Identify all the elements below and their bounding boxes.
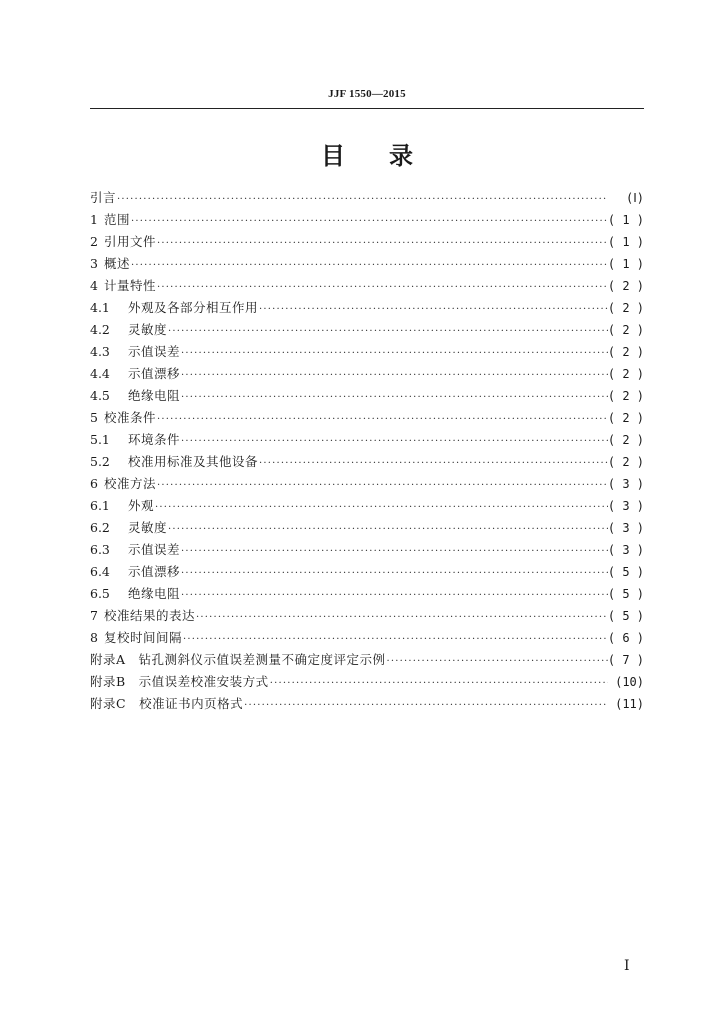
toc-entry-title: 环境条件 — [128, 432, 181, 447]
dot-leader — [180, 431, 608, 453]
toc-entry[interactable] — [90, 363, 644, 385]
toc-entry-page: ( 2 ) — [607, 367, 644, 381]
dot-leader — [258, 299, 608, 321]
toc-entry-page: ( 3 ) — [607, 543, 644, 557]
toc-entry-title: 附录B 示值误差校准安装方式 — [90, 674, 269, 689]
toc-entry-page: ( 1 ) — [607, 235, 644, 249]
toc-entry-title: 灵敏度 — [128, 520, 168, 535]
toc-entry-page: ( 6 ) — [607, 631, 644, 645]
dot-leader — [154, 497, 608, 519]
toc-entry[interactable] — [90, 187, 644, 209]
dot-leader — [195, 607, 608, 629]
toc-entry-number: 5 — [90, 410, 98, 425]
toc-entry-number: 1 — [90, 212, 98, 227]
table-of-contents — [90, 187, 644, 715]
toc-entry-number: 7 — [90, 608, 98, 623]
toc-entry-page: ( 2 ) — [607, 323, 644, 337]
toc-entry-page: ( 5 ) — [607, 587, 644, 601]
toc-entry-title: 示值误差 — [128, 344, 181, 359]
toc-entry[interactable] — [90, 561, 644, 583]
toc-entry-title: 概述 — [104, 256, 131, 271]
toc-entry[interactable] — [90, 341, 644, 363]
toc-entry-page: ( 5 ) — [607, 609, 644, 623]
toc-entry-title: 校准条件 — [104, 410, 157, 425]
toc-entry-number: 3 — [90, 256, 98, 271]
toc-entry-title: 附录A 钻孔测斜仪示值误差测量不确定度评定示例 — [90, 652, 386, 667]
toc-entry[interactable] — [90, 495, 644, 517]
toc-entry-number: 8 — [90, 630, 98, 645]
toc-entry-number: 4.5 — [90, 388, 110, 403]
dot-leader — [180, 343, 608, 365]
toc-entry-title: 计量特性 — [104, 278, 157, 293]
toc-entry[interactable] — [90, 209, 644, 231]
toc-entry[interactable] — [90, 407, 644, 429]
toc-entry-page: ( 2 ) — [607, 455, 644, 469]
toc-entry-page: (Ⅰ) — [626, 191, 644, 205]
toc-entry-page: ( 2 ) — [607, 279, 644, 293]
dot-leader — [180, 365, 608, 387]
toc-entry-title: 校准方法 — [104, 476, 157, 491]
dot-leader — [130, 211, 608, 233]
dot-leader — [167, 519, 608, 541]
toc-entry-page: ( 2 ) — [607, 433, 644, 447]
toc-entry-title: 绝缘电阻 — [128, 586, 181, 601]
dot-leader — [180, 387, 608, 409]
toc-entry-title: 校准结果的表达 — [104, 608, 196, 623]
toc-entry-number: 6 — [90, 476, 98, 491]
toc-entry-number: 4.3 — [90, 344, 110, 359]
toc-entry[interactable] — [90, 473, 644, 495]
toc-entry[interactable] — [90, 539, 644, 561]
toc-entry-page: ( 3 ) — [607, 499, 644, 513]
dot-leader — [156, 409, 608, 431]
dot-leader — [243, 695, 608, 717]
toc-entry-number: 6.1 — [90, 498, 110, 513]
toc-entry-title: 引用文件 — [104, 234, 157, 249]
toc-entry-number: 6.3 — [90, 542, 110, 557]
toc-entry[interactable] — [90, 429, 644, 451]
toc-entry[interactable] — [90, 671, 644, 693]
toc-entry-page: ( 1 ) — [607, 257, 644, 271]
dot-leader — [269, 673, 608, 695]
toc-entry-title: 外观及各部分相互作用 — [128, 300, 259, 315]
toc-entry-title: 复校时间间隔 — [104, 630, 183, 645]
toc-entry-page: (10) — [615, 675, 644, 689]
toc-entry-page: (11) — [615, 697, 644, 711]
toc-entry-number: 4.4 — [90, 366, 110, 381]
header-rule — [90, 108, 644, 109]
dot-leader — [180, 585, 608, 607]
toc-entry-title: 灵敏度 — [128, 322, 168, 337]
toc-entry-number: 4.1 — [90, 300, 110, 315]
toc-entry[interactable] — [90, 319, 644, 341]
dot-leader — [182, 629, 608, 651]
dot-leader — [258, 453, 608, 475]
dot-leader — [130, 255, 608, 277]
dot-leader — [180, 563, 608, 585]
toc-entry-page: ( 5 ) — [607, 565, 644, 579]
toc-entry[interactable] — [90, 517, 644, 539]
toc-entry-page: ( 2 ) — [607, 411, 644, 425]
page-number: Ⅰ — [624, 959, 630, 974]
dot-leader — [156, 475, 608, 497]
toc-entry-number: 6.4 — [90, 564, 110, 579]
toc-entry[interactable] — [90, 627, 644, 649]
toc-entry-title: 示值漂移 — [128, 564, 181, 579]
toc-entry-title: 外观 — [128, 498, 155, 513]
toc-entry-number: 2 — [90, 234, 98, 249]
toc-entry-page: ( 2 ) — [607, 301, 644, 315]
toc-entry-number: 6.2 — [90, 520, 110, 535]
toc-entry[interactable] — [90, 385, 644, 407]
page-title: 目录 — [321, 142, 457, 170]
toc-entry-title: 示值漂移 — [128, 366, 181, 381]
toc-entry-number: 5.1 — [90, 432, 110, 447]
toc-entry[interactable] — [90, 451, 644, 473]
toc-entry-page: ( 1 ) — [607, 213, 644, 227]
toc-entry-number: 4 — [90, 278, 98, 293]
dot-leader — [116, 189, 608, 211]
toc-entry-number: 6.5 — [90, 586, 110, 601]
toc-entry[interactable] — [90, 583, 644, 605]
toc-entry[interactable] — [90, 605, 644, 627]
toc-entry-page: ( 3 ) — [607, 521, 644, 535]
dot-leader — [386, 651, 608, 673]
standard-code-header: JJF 1550—2015 — [328, 88, 406, 100]
toc-entry-title: 范围 — [104, 212, 131, 227]
toc-entry-page: ( 3 ) — [607, 477, 644, 491]
dot-leader — [156, 233, 608, 255]
toc-entry-title: 绝缘电阻 — [128, 388, 181, 403]
toc-entry-title: 示值误差 — [128, 542, 181, 557]
toc-entry-page: ( 2 ) — [607, 389, 644, 403]
toc-entry-number: 4.2 — [90, 322, 110, 337]
toc-entry[interactable] — [90, 231, 644, 253]
toc-entry[interactable] — [90, 253, 644, 275]
toc-entry-number: 5.2 — [90, 454, 110, 469]
dot-leader — [167, 321, 608, 343]
toc-entry[interactable] — [90, 297, 644, 319]
toc-entry-title: 附录C 校准证书内页格式 — [90, 696, 244, 711]
dot-leader — [156, 277, 608, 299]
toc-entry-page: ( 7 ) — [607, 653, 644, 667]
toc-entry[interactable] — [90, 693, 644, 715]
dot-leader — [180, 541, 608, 563]
toc-entry[interactable] — [90, 275, 644, 297]
toc-entry-title: 校准用标准及其他设备 — [128, 454, 259, 469]
toc-entry-page: ( 2 ) — [607, 345, 644, 359]
toc-entry[interactable] — [90, 649, 644, 671]
toc-entry-title: 引言 — [90, 190, 117, 205]
